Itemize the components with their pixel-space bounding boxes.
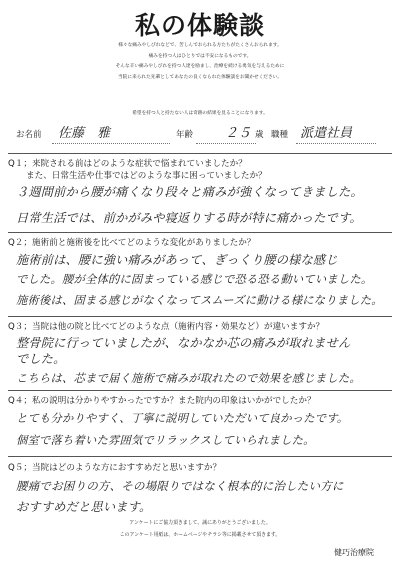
answer-3-line: こちらは、芯まで届く施術で痛みが取れたので効果を感じました。 [16, 372, 361, 385]
page-title: 私の体験談 [134, 11, 265, 40]
section-divider [8, 390, 392, 391]
answer-2-line: 施術後は、固まる感じがなくなってスムーズに動ける様になりました。 [16, 294, 383, 307]
section-divider [8, 153, 392, 154]
question-3: Q３；当院は他の院と比べてどのような点（施術内容・効果など）が違いますか？ [8, 322, 325, 332]
intro-line: 痛みを持つ人はひとりでは不安になるものです。 [148, 53, 252, 59]
intro-text [0, 41, 400, 83]
question-5: Q５；当院はどのような方におすすめだと思いますか？ [8, 463, 222, 473]
answer-5-line: おすすめだと思います。 [16, 500, 152, 514]
question-1-sub: また、日常生活や仕事ではどのような事に困っていましたか？ [26, 171, 267, 181]
answer-3-line: でした。 [16, 352, 66, 366]
answer-2-line: でした。腰が全体的に固まっている感じで恐る恐る動いていました。 [16, 273, 373, 286]
section-divider [8, 232, 392, 233]
hope-note: 希望を持つ人と持たない人は奇跡の結果を見ることになります。 [132, 111, 268, 116]
answer-4-line: 個室で落ち着いた雰囲気でリラックスしていられました。 [16, 434, 315, 447]
intro-line: そんな辛い痛みやしびれを持つ人達を励まし、治療を続ける勇気を与えるために [115, 64, 285, 70]
answer-1-line: 日常生活では、前かがみや寝返りする時が特に痛かったです。 [16, 211, 362, 225]
job-underline [296, 143, 376, 144]
answer-1-line: ３週間前から腰が痛くなり段々と痛みが強くなってきました。 [16, 185, 363, 199]
job-value: 派遣社員 [300, 126, 353, 141]
name-label: お名前 [16, 130, 42, 140]
age-underline [196, 143, 256, 144]
footer-notice: このアンケート用紙は、ホームページやチラシ等に掲載させて頂きます。 [119, 532, 281, 538]
name-underline [52, 143, 170, 144]
name-value: 佐藤 雅 [58, 126, 111, 141]
question-2: Q２；施術前と施術後を比べてどのような変化がありましたか？ [8, 238, 256, 248]
answer-4-line: とても分かりやすく、丁寧に説明していただいて良かったです。 [16, 412, 349, 425]
intro-line: 当院に来られた先輩としてあなたの良くなられた体験談をお聞かせください。 [117, 74, 283, 80]
age-label: 年齢 [176, 130, 194, 140]
section-divider [8, 316, 392, 317]
answer-2-line: 施術前は、腰に強い痛みがあって、ぎっくり腰の様な感じ [16, 253, 338, 267]
clinic-name: 健巧治療院 [334, 548, 374, 557]
age-value: ２５ [225, 126, 252, 141]
answer-5-line: 腰痛でお困りの方、その場限りではなく根本的に治したい方に [16, 479, 344, 493]
question-4: Q４；私の説明は分かりやすかったですか？また院内の印象はいかがでしたか？ [8, 396, 316, 406]
question-1: Q１；来院される前はどのような症状で悩まれていましたか？ [8, 159, 247, 169]
answer-3-line: 整骨院に行っていましたが、なかなか芯の痛みが取れません [16, 336, 351, 350]
section-divider [8, 456, 392, 457]
footer-thanks: アンケートにご協力頂きまして、誠にありがとうございました。 [129, 520, 271, 526]
age-unit: 歳 [255, 130, 264, 140]
intro-line: 様々な痛みやしびれなどで、苦しんでおられる方たちがたくさんおられます。 [118, 43, 282, 48]
job-label: 職種 [271, 130, 289, 140]
